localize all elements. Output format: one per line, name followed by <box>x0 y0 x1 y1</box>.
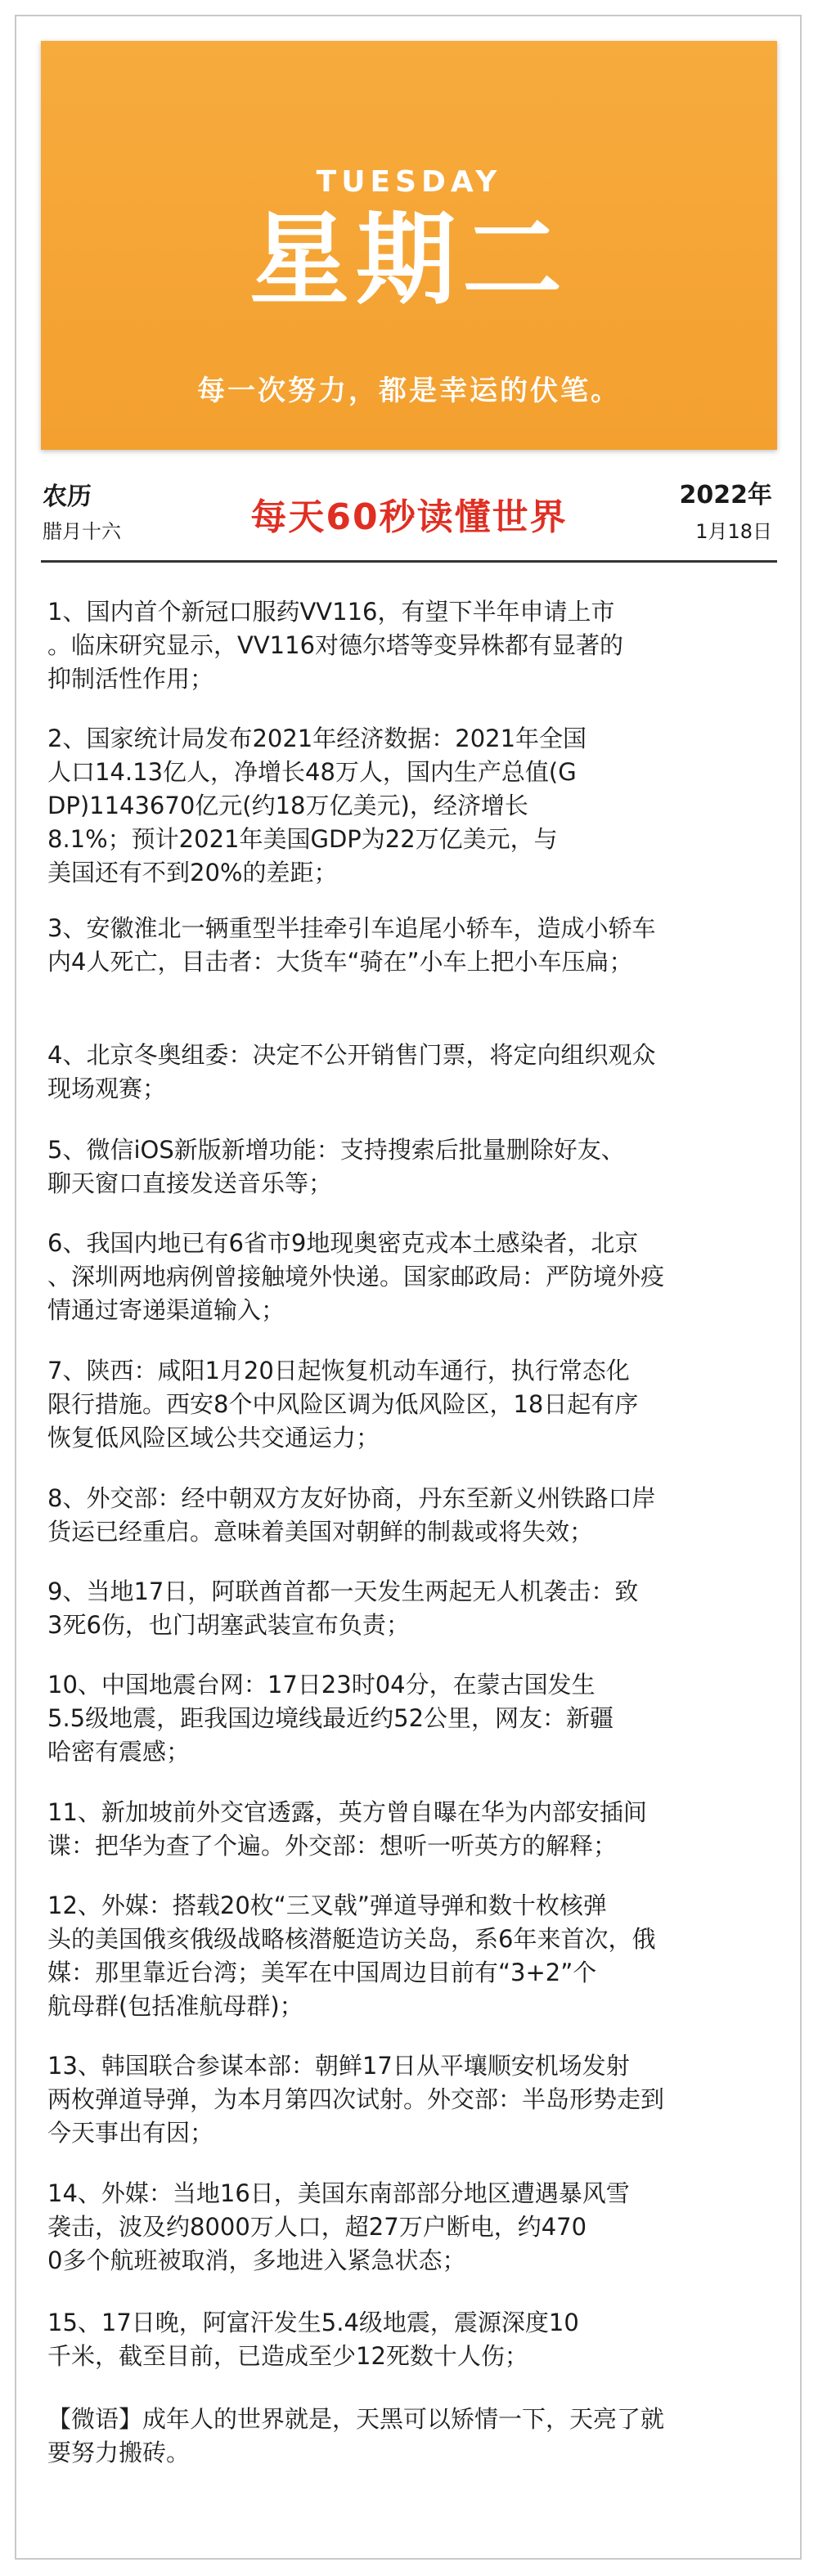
year-label: 2022年 <box>679 481 772 509</box>
dateline <box>41 473 777 554</box>
banner-slogan: 每一次努力，都是幸运的伏笔。 <box>197 375 621 407</box>
weekday-chinese: 星期二 <box>249 202 569 318</box>
news-item-5: 5、微信iOS新版新增功能：支持搜索后批量删除好友、 聊天窗口直接发送音乐等； <box>47 1136 625 1197</box>
weekday-english: TUESDAY <box>316 165 502 199</box>
news-item-12: 12、外媒：搭载20枚“三叉戟”弹道导弹和数十枚核弹 头的美国俄亥俄级战略核潜艇造访关岛，系6年来首次，俄 媒：那里靠近台湾；美军在中国周边目前有“3+2”个 航母群(包括准航母群)； <box>47 1892 656 2020</box>
weekday-banner <box>41 41 777 450</box>
masthead-title: 每天60秒读懂世界 <box>250 496 568 538</box>
news-item-3: 3、安徽淮北一辆重型半挂牵引车追尾小轿车，造成小轿车 内4人死亡，目击者：大货车“骑在”小车上把小车压扁； <box>47 914 656 976</box>
news-item-9: 9、当地17日，阿联酋首都一天发生两起无人机袭击：致 3死6伤，也门胡塞武装宣布负责； <box>47 1577 639 1639</box>
news-item-11: 11、新加坡前外交官透露，英方曾自曝在华为内部安插间 谍：把华为查了个遍。外交部：想听一听英方的解释； <box>47 1798 647 1860</box>
header-divider <box>41 560 777 563</box>
news-item-4: 4、北京冬奥组委：决定不公开销售门票，将定向组织观众 现场观赛； <box>47 1041 656 1102</box>
news-item-10: 10、中国地震台网：17日23时04分，在蒙古国发生 5.5级地震，距我国边境线最近约52公里，网友：新疆 哈密有震感； <box>47 1671 614 1766</box>
news-item-1: 1、国内首个新冠口服药VV116，有望下半年申请上市 。临床研究显示，VV116对德尔塔等变异株都有显著的 抑制活性作用； <box>47 598 624 693</box>
news-item-6: 6、我国内地已有6省市9地现奥密克戎本土感染者，北京 、深圳两地病例曾接触境外快递。国家邮政局：严防境外疫 情通过寄递渠道输入； <box>47 1229 665 1324</box>
news-item-2: 2、国家统计局发布2021年经济数据：2021年全国 人口14.13亿人，净增长48万人，国内生产总值(G DP)1143670亿元(约18万亿美元)，经济增长 8.1%；预计2021年美国GDP为22万亿美元，与 美国还有不到20%的差距； <box>47 725 587 886</box>
lunar-date: 腊月十六 <box>43 520 121 543</box>
weiyu-quote: 【微语】成年人的世界就是，天黑可以矫情一下，天亮了就 要努力搬砖。 <box>47 2405 665 2466</box>
date-label: 1月18日 <box>695 520 772 543</box>
news-item-8: 8、外交部：经中朝双方友好协商，丹东至新义州铁路口岸 货运已经重启。意味着美国对朝鲜的制裁或将失效； <box>47 1484 656 1546</box>
lunar-calendar-label: 农历 <box>43 482 92 511</box>
news-item-15: 15、17日晚，阿富汗发生5.4级地震，震源深度10 千米，截至目前，已造成至少12死数十人伤； <box>47 2309 579 2370</box>
news-item-13: 13、韩国联合参谋本部：朝鲜17日从平壤顺安机场发射 两枚弹道导弹，为本月第四次试射。外交部：半岛形势走到 今天事出有因； <box>47 2052 665 2147</box>
news-item-7: 7、陕西：咸阳1月20日起恢复机动车通行，执行常态化 限行措施。西安8个中风险区调为低风险区，18日起有序 恢复低风险区域公共交通运力； <box>47 1357 639 1452</box>
news-item-14: 14、外媒：当地16日，美国东南部部分地区遭遇暴风雪 袭击，波及约8000万人口，超27万户断电，约470 0多个航班被取消，多地进入紧急状态； <box>47 2179 630 2274</box>
